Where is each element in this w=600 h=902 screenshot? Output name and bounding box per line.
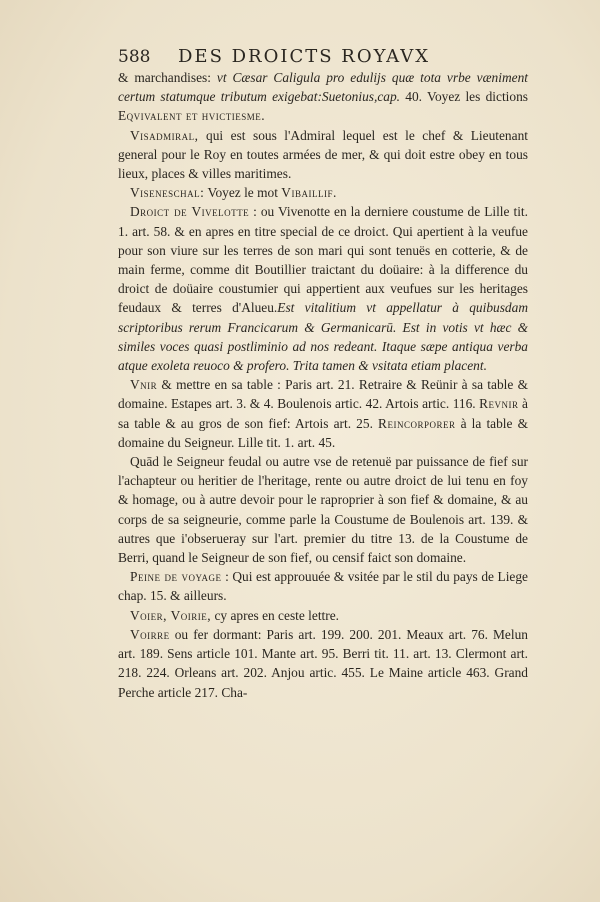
entry-subheadword: Revnir xyxy=(479,396,519,412)
entry-subheadword: Reincorporer xyxy=(378,415,456,431)
text-run: 40. Voyez les dictions xyxy=(400,89,528,105)
entry-headword: Voirre xyxy=(130,626,170,642)
entry-voier xyxy=(118,606,528,625)
entry-continuation xyxy=(118,68,528,126)
entry-text: qui est sous l'Admiral lequel est le chef & Lieutenant general pour le Roy en toutes armées de mer, & qui doit estre obey en tous lieux, places & villes maritimes. xyxy=(118,127,528,182)
entry-voirre xyxy=(118,625,528,702)
entry-headword: Viseneschal: xyxy=(130,185,205,201)
cross-reference: Eqvivalent et hvictiesme. xyxy=(118,108,266,124)
entry-text: : ou Vivenotte en la derniere coustume de Lille tit. 1. art. 58. & en apres en titre special de ce droict. Qui apertient à la veufue pour son viure sur les terres de son mari qui sont tenuës en cotterie, & de main ferme, comme dit Boutillier traictant du doüaire: à la difference du droict de doüaire coustumier qui appertient aux veufues sur les heritages feudaux & terres d'Alueu. xyxy=(118,204,528,316)
entry-text: cy apres en ceste lettre. xyxy=(211,607,340,623)
page-number: 588 xyxy=(118,47,151,67)
entry-headword: Voier, Voirie, xyxy=(130,607,212,623)
latin-quotation: Est vitalitium vt appellatur à quibusdam scriptoribus rerum Francicarum & Germanicarū. Est in votis vt hæc & similes voces quasi postliminio ad nos redeant. Itaque sæpe antiqua verba atque exoleta reuoco & profero. Trita tamen & vsitata etiam placent. xyxy=(118,300,528,374)
entry-text: & mettre en sa table : Paris art. 21. Retraire & Reünir à sa table & domaine. Estapes art. 3. & 4. Boulenois artic. 42. Artois artic. 116. xyxy=(118,377,528,412)
entry-text: Voyez le mot xyxy=(204,185,282,201)
body-text xyxy=(118,68,528,702)
entry-text: ou fer dormant: Paris art. 199. 200. 201. Meaux art. 76. Melun art. 189. Sens article 101. Mante art. 95. Berri tit. 11. art. 13. Clermont art. 218. 224. Orleans art. 202. Anjou artic. 455. Le Maine article 463. Grand Perche article 217. Cha- xyxy=(118,626,528,700)
entry-viseneschal xyxy=(118,183,528,202)
entry-peine-de-voyage xyxy=(118,567,528,605)
entry-headword: Peine de voyage xyxy=(130,569,222,585)
latin-quotation: vt Cæsar Caligula pro edulijs quæ tota vrbe væniment certum statumque tributum exigebat:Suetonius,cap. xyxy=(118,70,528,105)
entry-visadmiral xyxy=(118,126,528,184)
entry-text: à la table & domaine du Seigneur. Lille tit. 1. art. 45. xyxy=(118,415,529,450)
entry-text: : Qui est approuuée & vsitée par le stil du pays de Liege chap. 15. & ailleurs. xyxy=(118,569,528,604)
entry-vivelotte xyxy=(118,202,528,375)
entry-text: à sa table & au gros de son fief: Artois art. 25. xyxy=(118,396,528,431)
entry-vnir xyxy=(118,375,528,452)
entry-headword: Droict de Vivelotte xyxy=(130,204,250,220)
entry-headword: Vnir xyxy=(130,377,158,393)
cross-reference: Vibaillif. xyxy=(281,185,337,201)
text-run: & marchandises: xyxy=(118,70,217,85)
entry-text: Quād le Seigneur feudal ou autre vse de retenuë par puissance de fief sur l'achapteur ou heritier de l'heritage, rente ou autre droict de lui tenu en foy & homage, ou à autre devoir pour le raproprier à son fief & domaine, & au corps de sa seigneurie, comme parle la Coustume de Boulenois art. 139. & autres que i'obserueray sur l'art. premier du titre 13. de la Coustume de Berri, quand le Seigneur de son fief, ou censif faict son domaine. xyxy=(118,454,528,566)
running-head: DES DROICTS ROYAVX xyxy=(178,46,431,67)
entry-explanation xyxy=(118,452,528,567)
entry-headword: Visadmiral, xyxy=(130,127,199,143)
